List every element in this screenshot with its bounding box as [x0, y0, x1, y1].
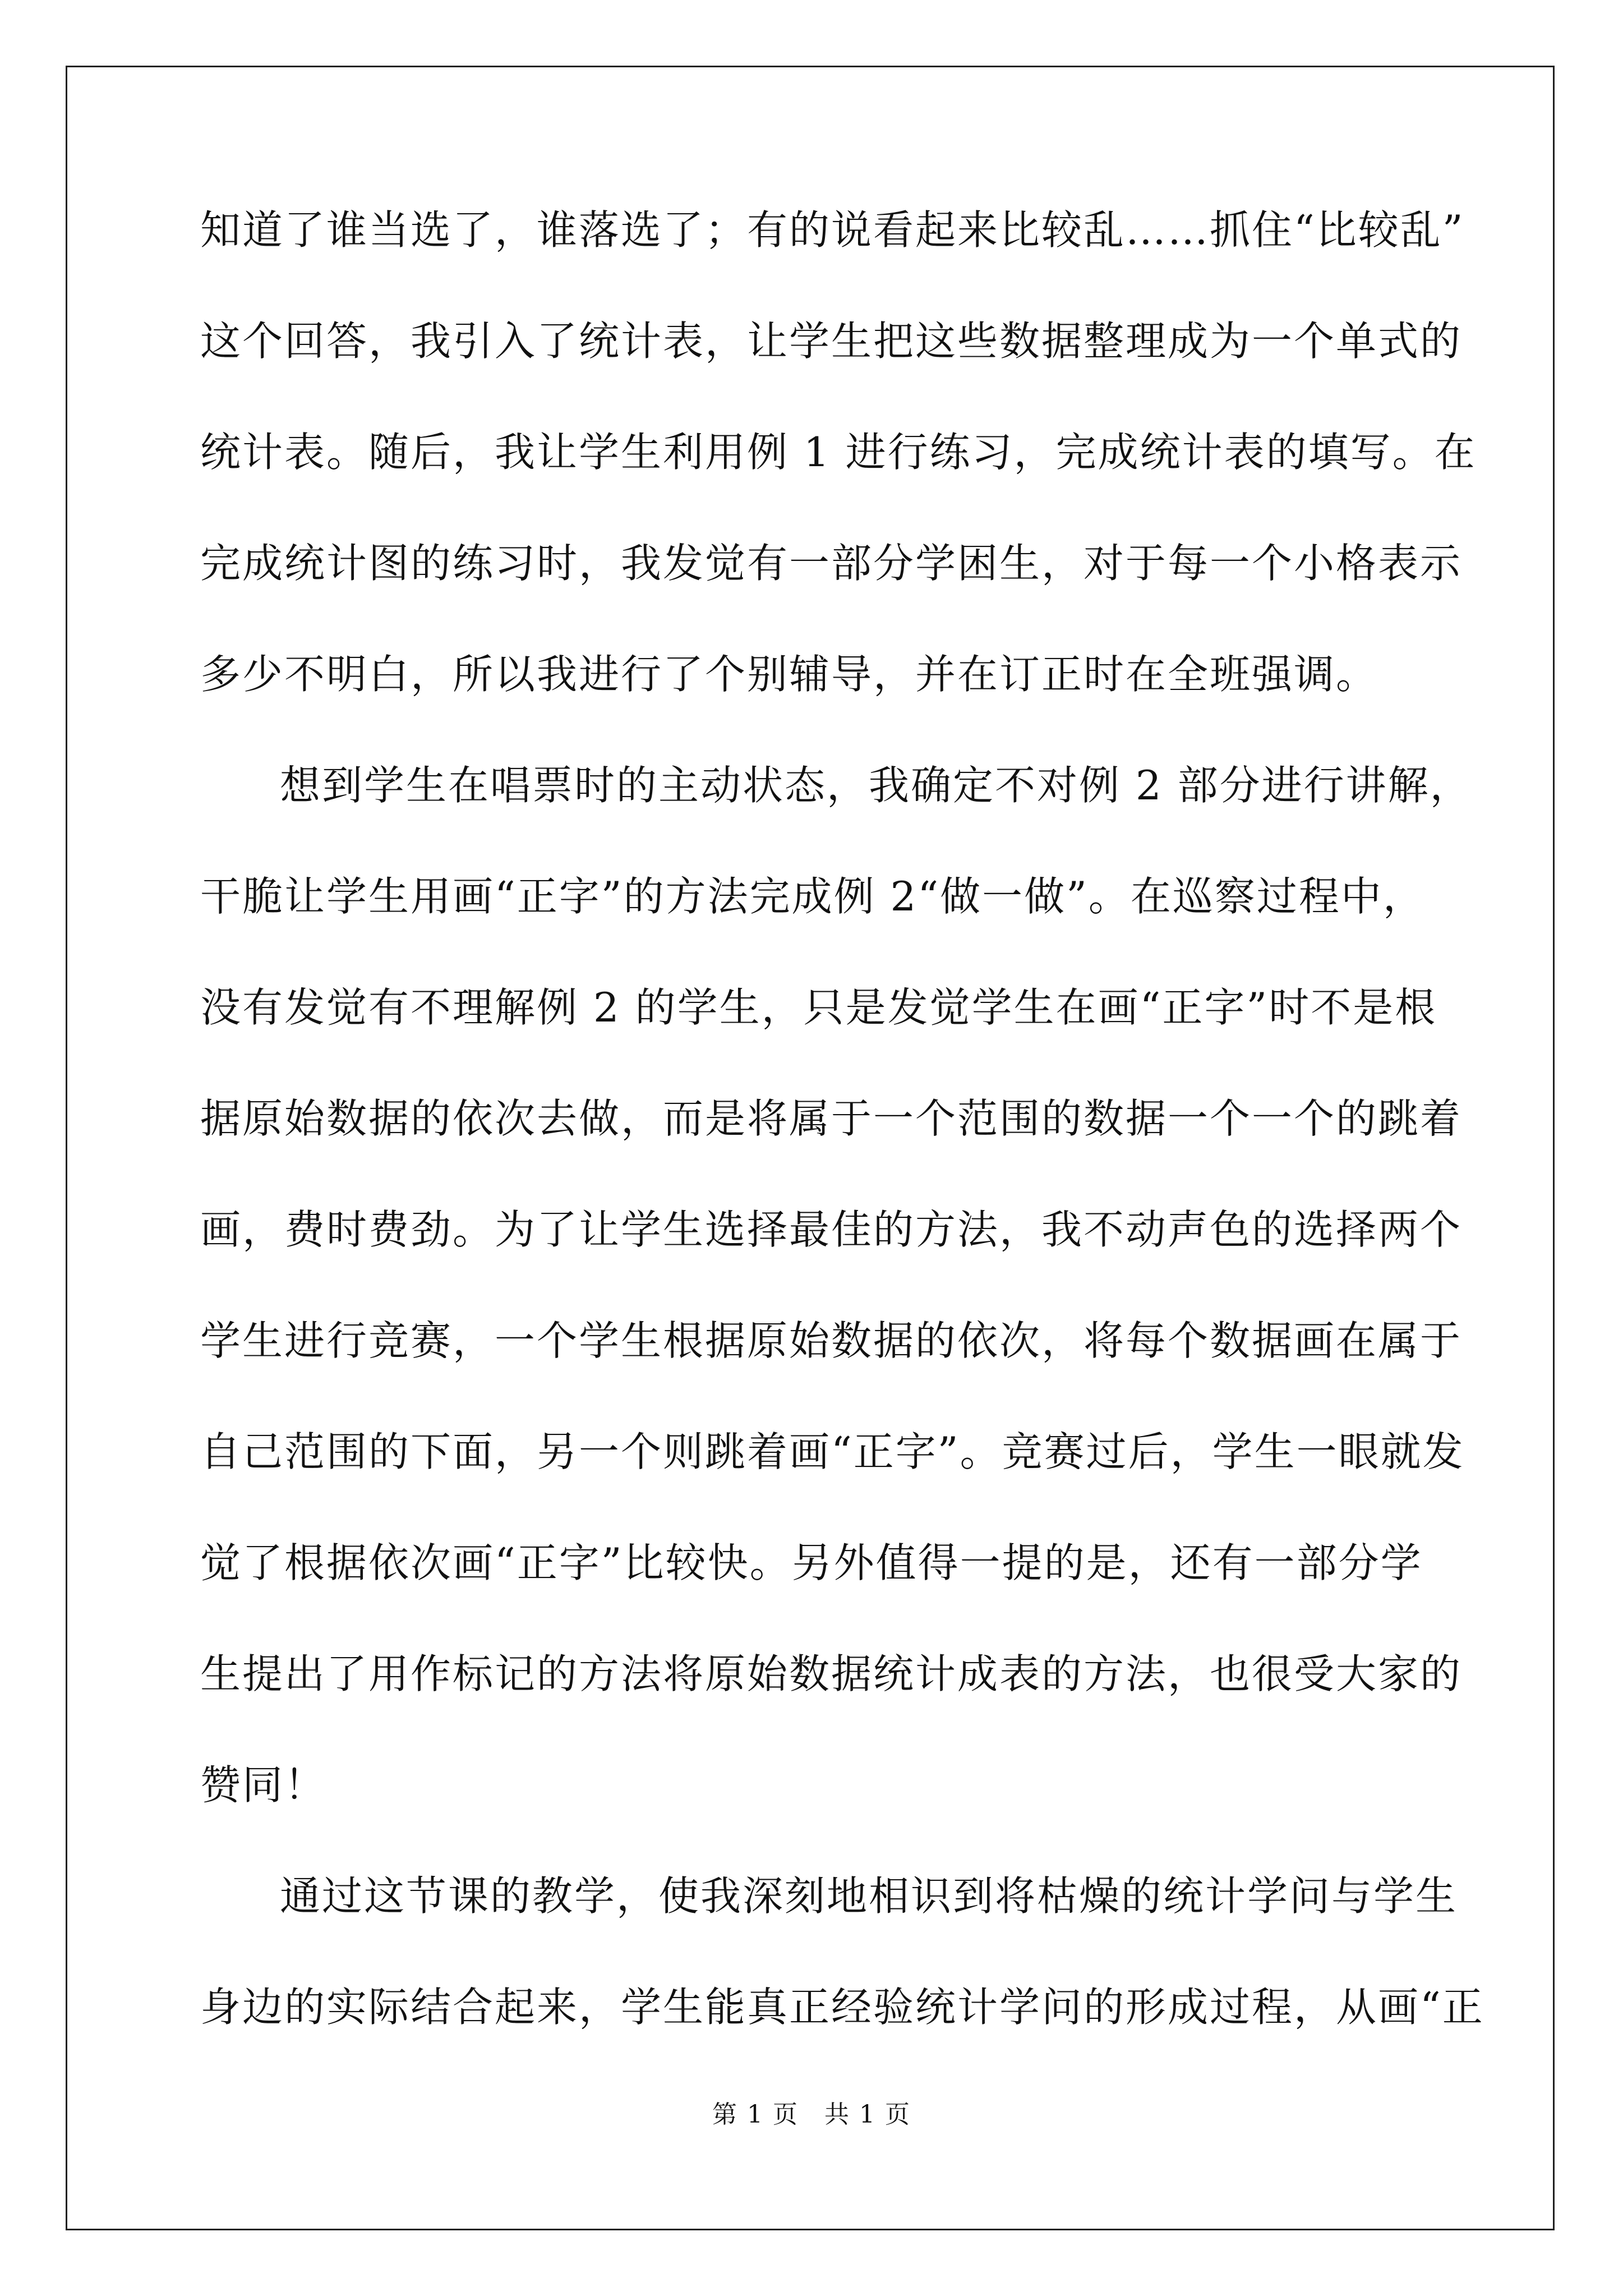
text-line: 自己范围的下面，另一个则跳着画“正字”。竞赛过后，学生一眼就发 [200, 1428, 1465, 1475]
text-line: 画，费时费劲。为了让学生选择最佳的方法，我不动声色的选择两个 [200, 1206, 1463, 1253]
text-line: 完成统计图的练习时，我发觉有一部分学困生，对于每一个小格表示 [200, 540, 1463, 587]
text-line: 没有发觉有不理解例 2 的学生，只是发觉学生在画“正字”时不是根 [200, 984, 1437, 1031]
text-line: 多少不明白，所以我进行了个别辅导，并在订正时在全班强调。 [200, 651, 1378, 698]
text-line: 干脆让学生用画“正字”的方法完成例 2“做一做”。在巡察过程中， [200, 873, 1425, 920]
page-footer: 第 1 页 共 1 页 [712, 2100, 911, 2129]
text-line: 觉了根据依次画“正字”比较快。另外值得一提的是，还有一部分学 [200, 1539, 1423, 1586]
paragraph-start-line: 想到学生在唱票时的主动状态，我确定不对例 2 部分进行讲解， [280, 762, 1472, 809]
text-line: 身边的实际结合起来，学生能真正经验统计学问的形成过程，从画“正 [200, 1984, 1484, 2031]
text-line: 据原始数据的依次去做，而是将属于一个范围的数据一个一个的跳着 [200, 1095, 1463, 1142]
text-line: 学生进行竞赛，一个学生根据原始数据的依次，将每个数据画在属于 [200, 1317, 1463, 1364]
text-line: 这个回答，我引入了统计表，让学生把这些数据整理成为一个单式的 [200, 318, 1463, 365]
text-line: 生提出了用作标记的方法将原始数据统计成表的方法，也很受大家的 [200, 1650, 1463, 1697]
text-line: 赞同！ [200, 1761, 327, 1809]
text-line: 统计表。随后，我让学生利用例 1 进行练习，完成统计表的填写。在 [200, 429, 1477, 476]
text-line: 知道了谁当选了，谁落选了；有的说看起来比较乱……抓住“比较乱” [200, 206, 1465, 254]
paragraph-start-line: 通过这节课的教学，使我深刻地相识到将枯燥的统计学问与学生 [280, 1872, 1458, 1920]
